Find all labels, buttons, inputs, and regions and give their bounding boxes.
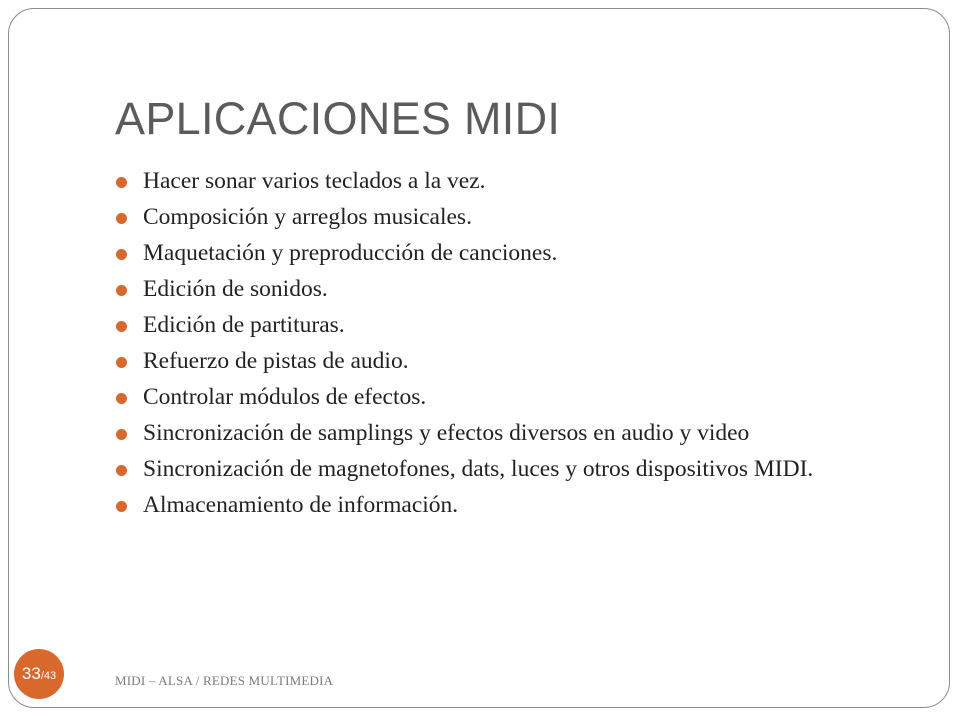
slide-footer: MIDI – ALSA / REDES MULTIMEDIA — [115, 673, 334, 688]
bullet-icon — [116, 177, 127, 188]
list-item — [115, 203, 911, 232]
list-item — [115, 275, 911, 304]
bullet-icon — [116, 501, 127, 512]
page-total: /43 — [40, 669, 57, 682]
bullet-text: Almacenamiento de información. — [143, 492, 459, 518]
bullet-text: Hacer sonar varios teclados a la vez. — [143, 168, 486, 194]
bullet-text: Composición y arreglos musicales. — [143, 204, 472, 230]
bullet-icon — [116, 393, 127, 404]
bullet-text: Sincronización de samplings y efectos diversos en audio y video — [143, 420, 750, 446]
bullet-text: Sincronización de magnetofones, dats, luces y otros dispositivos MIDI. — [143, 456, 814, 482]
bullet-text: Controlar módulos de efectos. — [143, 384, 427, 410]
page-number-badge — [14, 649, 64, 699]
bullet-icon — [116, 429, 127, 440]
bullet-text: Edición de sonidos. — [143, 276, 328, 302]
list-item — [115, 167, 911, 196]
list-item — [115, 455, 911, 484]
bullet-icon — [116, 285, 127, 296]
bullet-text: Edición de partituras. — [143, 312, 345, 338]
bullet-text: Maquetación y preproducción de canciones. — [143, 240, 558, 266]
bullet-icon — [116, 465, 127, 476]
slide-frame — [8, 8, 950, 708]
list-item — [115, 239, 911, 268]
list-item — [115, 347, 911, 376]
list-item — [115, 311, 911, 340]
bullet-text: Refuerzo de pistas de audio. — [143, 348, 409, 374]
slide-title: APLICACIONES MIDI — [115, 93, 561, 144]
bullet-icon — [116, 249, 127, 260]
page-current: 33 — [21, 664, 41, 683]
bullet-icon — [116, 321, 127, 332]
list-item — [115, 491, 911, 520]
list-item — [115, 383, 911, 412]
bullet-icon — [116, 357, 127, 368]
list-item — [115, 419, 911, 448]
bullet-list — [115, 167, 911, 520]
bullet-icon — [116, 213, 127, 224]
